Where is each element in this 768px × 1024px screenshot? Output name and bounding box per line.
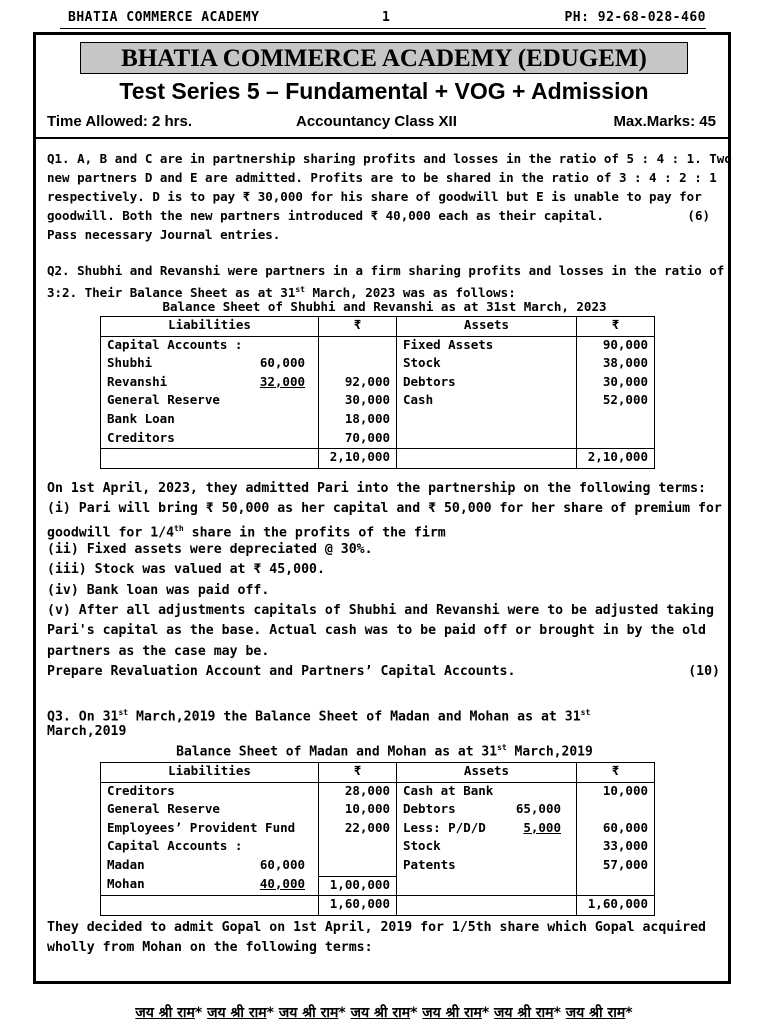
q2-term-5c: partners as the case may be.: [47, 644, 270, 659]
q2-term-1a: (i) Pari will bring ₹ 50,000 as her capital and ₹ 50,000 for her share of premium for: [47, 501, 722, 516]
q2-terms-intro: On 1st April, 2023, they admitted Pari into the partnership on the following terms:: [47, 481, 706, 496]
q2-table-caption: Balance Sheet of Shubhi and Revanshi as at 31st March, 2023: [162, 299, 607, 314]
q1-line-1: Q1. A, B and C are in partnership sharing profits and losses in the ratio of 5 : 4 : 1. Two: [47, 151, 732, 166]
q2-intro-2: 3:2. Their Balance Sheet as at 31st March, 2023 was as follows:: [47, 285, 516, 301]
q2-term-5b: Pari's capital as the base. Actual cash was to be paid off or brought in by the old: [47, 623, 706, 638]
q2-term-5a: (v) After all adjustments capitals of Shubhi and Revanshi were to be adjusted taking: [47, 603, 714, 618]
subject: Accountancy Class XII: [296, 113, 457, 130]
page-title: BHATIA COMMERCE ACADEMY (EDUGEM): [80, 42, 688, 74]
q3-after-2: wholly from Mohan on the following terms:: [47, 940, 373, 955]
q2-term-1b: goodwill for 1/4th share in the profits of the firm: [47, 524, 446, 541]
q1-line-2: new partners D and E are admitted. Profits are to be shared in the ratio of 3 : 4 : 2 : 1: [47, 170, 717, 185]
q2-prepare: Prepare Revaluation Account and Partners’ Capital Accounts.: [47, 664, 516, 679]
q2-term-3: (iii) Stock was valued at ₹ 45,000.: [47, 562, 325, 577]
q3-table-caption: Balance Sheet of Madan and Mohan as at 31st March,2019: [176, 743, 593, 760]
q1-marks: (6): [687, 208, 710, 223]
q3-after-1: They decided to admit Gopal on 1st April, 2019 for 1/5th share which Gopal acquired: [47, 920, 706, 935]
q2-term-4: (iv) Bank loan was paid off.: [47, 583, 270, 598]
q1-line-5: Pass necessary Journal entries.: [47, 227, 281, 242]
q2-intro-1: Q2. Shubhi and Revanshi were partners in a firm sharing profits and losses in the ratio of: [47, 263, 725, 278]
q1-line-4: goodwill. Both the new partners introduced ₹ 40,000 each as their capital.: [47, 208, 604, 223]
q3-intro-1: Q3. On 31st March,2019 the Balance Sheet of Madan and Mohan as at 31st: [47, 708, 591, 725]
q1-line-3: respectively. D is to pay ₹ 30,000 for his share of goodwill but E is unable to pay for: [47, 189, 702, 204]
q3-intro-2: March,2019: [47, 724, 127, 739]
q2-balance-sheet: Liabilities ₹ Assets ₹ Capital Accounts : Fixed Assets 90,000 Shubhi 60,000 Stock 38,000 Revanshi 32,000 92,000 Debtors 30,000 General Reserve 30,000 Cash 52,000 Bank Loan 18,000 Creditors 70,000 2,10,000 2,10,000: [100, 316, 655, 469]
time-allowed: Time Allowed: 2 hrs.: [47, 113, 193, 130]
q3-balance-sheet: Liabilities ₹ Assets ₹ Creditors 28,000 Cash at Bank 10,000 General Reserve 10,000 Debtors 65,000 Employees’ Provident Fund 22,000 Less: P/D/D 5,000 60,000 Capital Accounts : Stock 33,000 Madan 60,000 Patents 57,000 Mohan 40,000 1,00,000 1,60,000 1,60,000: [100, 762, 655, 916]
max-marks: Max.Marks: 45: [613, 113, 716, 130]
page-number: 1: [382, 10, 391, 25]
header-phone: PH: 92-68-028-460: [564, 10, 706, 25]
running-header: [60, 8, 706, 29]
test-subtitle: Test Series 5 – Fundamental + VOG + Admission: [119, 78, 649, 104]
divider: [36, 137, 728, 139]
footer-chant: जय श्री राम* जय श्री राम* जय श्री राम* जय श्री राम* जय श्री राम* जय श्री राम* जय श्री राम*: [135, 1005, 633, 1021]
q2-marks: (10): [688, 664, 720, 679]
header-academy: BHATIA COMMERCE ACADEMY: [68, 10, 260, 25]
q2-term-2: (ii) Fixed assets were depreciated @ 30%.: [47, 542, 373, 557]
